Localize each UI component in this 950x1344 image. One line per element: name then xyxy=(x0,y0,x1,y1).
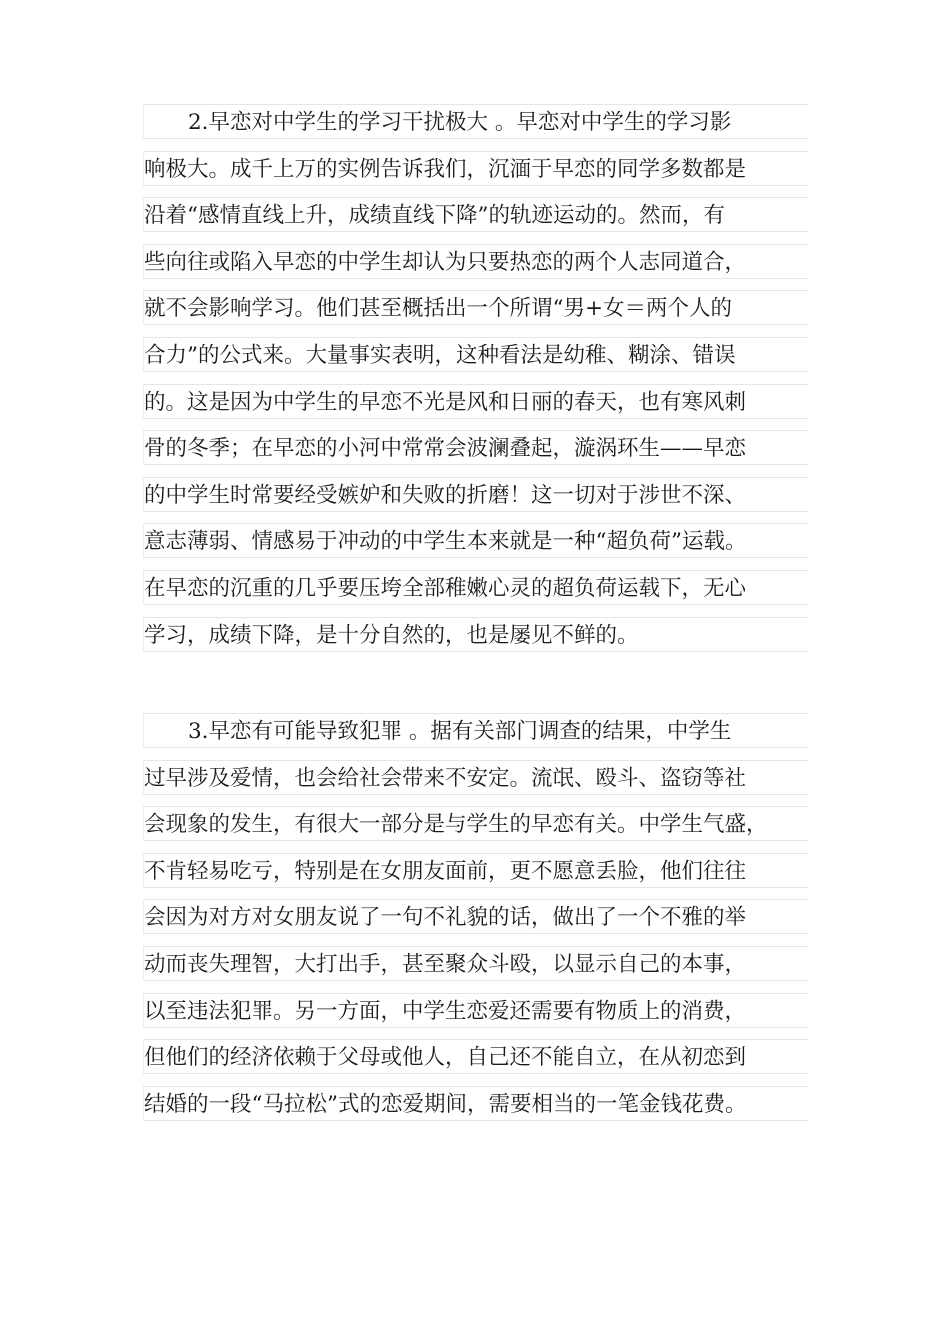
paragraph-line: 会现象的发生，有很大一部分是与学生的早恋有关。中学生气盛， xyxy=(143,806,809,841)
paragraph-line: 的。这是因为中学生的早恋不光是风和日丽的春天，也有寒风刺 xyxy=(143,384,809,419)
paragraph-line: 过早涉及爱情，也会给社会带来不安定。流氓、殴斗、盗窃等社 xyxy=(143,760,809,795)
paragraph-line: 就不会影响学习。他们甚至概括出一个所谓“男+女＝两个人的 xyxy=(143,290,809,325)
paragraph-line: 2.早恋对中学生的学习干扰极大 。早恋对中学生的学习影 xyxy=(143,104,809,139)
paragraph-line: 以至违法犯罪。另一方面，中学生恋爱还需要有物质上的消费， xyxy=(143,993,809,1028)
paragraph-line: 在早恋的沉重的几乎要压垮全部稚嫩心灵的超负荷运载下，无心 xyxy=(143,570,809,605)
paragraph-line: 骨的冬季；在早恋的小河中常常会波澜叠起，漩涡环生——早恋 xyxy=(143,430,809,465)
paragraph-line: 的中学生时常要经受嫉妒和失败的折磨！这一切对于涉世不深、 xyxy=(143,477,809,512)
paragraph-line: 意志薄弱、情感易于冲动的中学生本来就是一种“超负荷”运载。 xyxy=(143,523,809,558)
paragraph-early-love-study xyxy=(143,104,809,663)
paragraph-line: 些向往或陷入早恋的中学生却认为只要热恋的两个人志同道合， xyxy=(143,244,809,279)
paragraph-line: 动而丧失理智，大打出手，甚至聚众斗殴，以显示自己的本事， xyxy=(143,946,809,981)
paragraph-line: 学习，成绩下降，是十分自然的，也是屡见不鲜的。 xyxy=(143,617,809,652)
paragraph-line: 但他们的经济依赖于父母或他人，自己还不能自立，在从初恋到 xyxy=(143,1039,809,1074)
paragraph-line: 3.早恋有可能导致犯罪 。据有关部门调查的结果，中学生 xyxy=(143,713,809,748)
paragraph-line: 沿着“感情直线上升，成绩直线下降”的轨迹运动的。然而，有 xyxy=(143,197,809,232)
paragraph-line: 结婚的一段“马拉松”式的恋爱期间，需要相当的一笔金钱花费。 xyxy=(143,1086,809,1121)
paragraph-line: 响极大。成千上万的实例告诉我们，沉湎于早恋的同学多数都是 xyxy=(143,151,809,186)
paragraph-early-love-crime xyxy=(143,713,809,1132)
paragraph-line: 合力”的公式来。大量事实表明，这种看法是幼稚、糊涂、错误 xyxy=(143,337,809,372)
paragraph-line: 不肯轻易吃亏，特别是在女朋友面前，更不愿意丢脸，他们往往 xyxy=(143,853,809,888)
paragraph-line: 会因为对方对女朋友说了一句不礼貌的话，做出了一个不雅的举 xyxy=(143,899,809,934)
